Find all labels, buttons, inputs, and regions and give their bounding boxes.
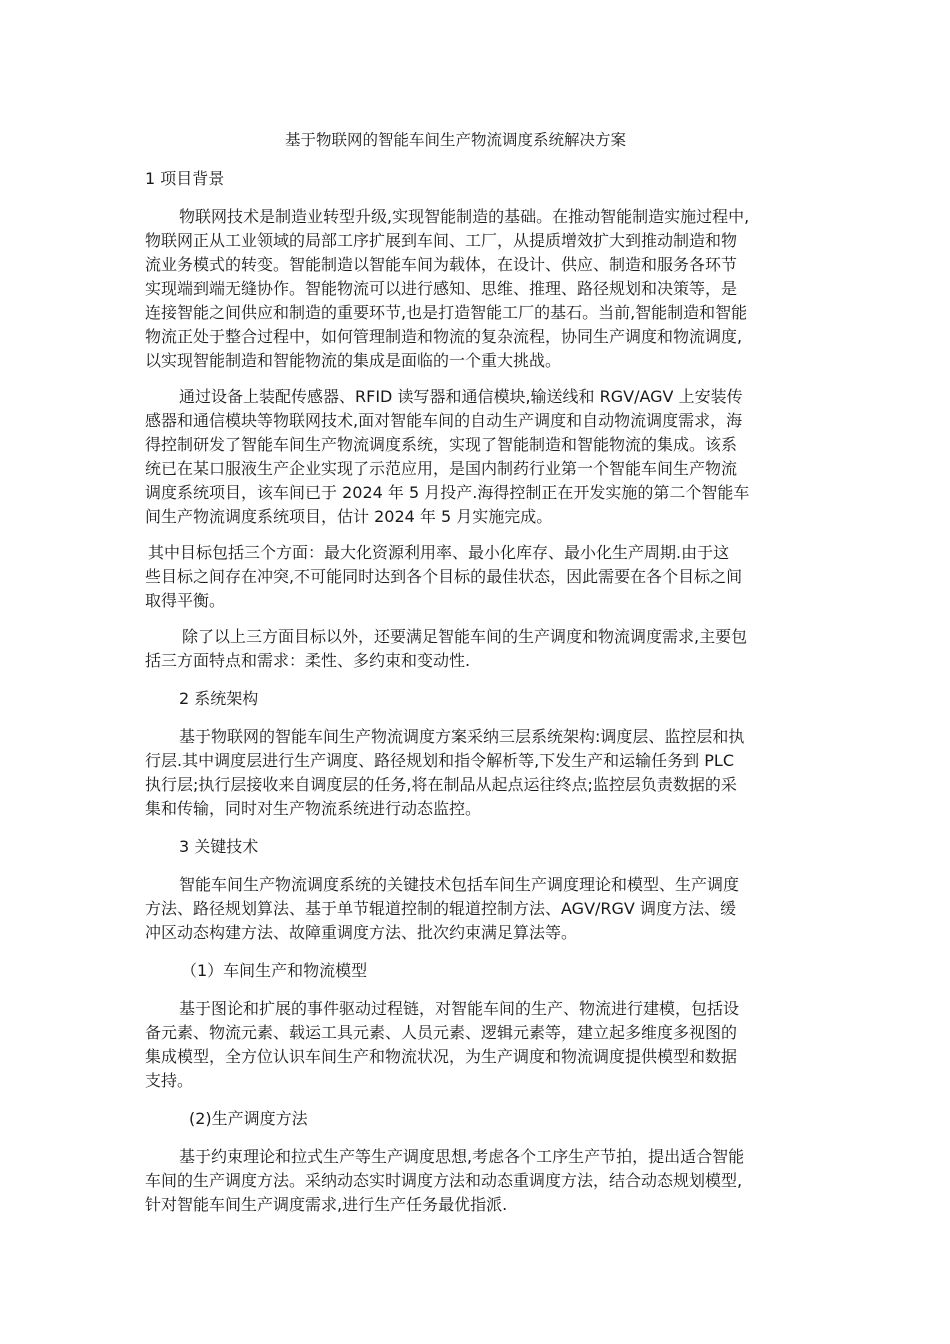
paragraph-line: 支持。 <box>145 1071 194 1090</box>
document-title: 基于物联网的智能车间生产物流调度系统解决方案 <box>285 131 627 149</box>
paragraph-line: 感器和通信模块等物联网技术,面对智能车间的自动生产调度和自动物流调度需求，海 <box>145 411 743 430</box>
subheading-scheduling: (2)生产调度方法 <box>189 1109 308 1128</box>
paragraph-line: 物联网技术是制造业转型升级,实现智能制造的基础。在推动智能制造实施过程中, <box>179 207 750 226</box>
paragraph-line: 间生产物流调度系统项目，估计 2024 年 5 月实施完成。 <box>145 507 553 526</box>
paragraph-line: 流业务模式的转变。智能制造以智能车间为载体，在设计、供应、制造和服务各环节 <box>145 255 738 274</box>
paragraph-line: 调度系统项目，该车间已于 2024 年 5 月投产.海得控制正在开发实施的第二个智能车 <box>145 483 750 502</box>
subheading-model: （1）车间生产和物流模型 <box>181 961 368 980</box>
paragraph-line: 除了以上三方面目标以外，还要满足智能车间的生产调度和物流调度需求,主要包 <box>182 627 748 646</box>
paragraph-line: 智能车间生产物流调度系统的关键技术包括车间生产调度理论和模型、生产调度 <box>179 875 740 894</box>
paragraph-line: 方法、路径规划算法、基于单节辊道控制的辊道控制方法、AGV/RGV 调度方法、缓 <box>145 899 736 918</box>
paragraph-line: 物联网正从工业领域的局部工序扩展到车间、工厂，从提质增效扩大到推动制造和物 <box>145 231 738 250</box>
paragraph-line: 行层.其中调度层进行生产调度、路径规划和指令解析等,下发生产和运输任务到 PLC <box>145 751 734 770</box>
paragraph-line: 统已在某口服液生产企业实现了示范应用，是国内制药行业第一个智能车间生产物流 <box>145 459 738 478</box>
paragraph-line: 以实现智能制造和智能物流的集成是面临的一个重大挑战。 <box>145 351 562 370</box>
paragraph-line: 物流正处于整合过程中，如何管理制造和物流的复杂流程，协同生产调度和物流调度, <box>145 327 743 346</box>
paragraph-line: 冲区动态构建方法、故障重调度方法、批次约束满足算法等。 <box>145 923 578 942</box>
paragraph-line: 其中目标包括三个方面：最大化资源利用率、最小化库存、最小化生产周期.由于这 <box>148 543 730 562</box>
paragraph-line: 连接智能之间供应和制造的重要环节,也是打造智能工厂的基石。当前,智能制造和智能 <box>145 303 748 322</box>
paragraph-line: 括三方面特点和需求：柔性、多约束和变动性. <box>145 651 471 670</box>
paragraph-line: 取得平衡。 <box>145 591 226 610</box>
paragraph-line: 集和传输，同时对生产物流系统进行动态监控。 <box>145 799 482 818</box>
section-heading-background: 1 项目背景 <box>145 169 225 188</box>
paragraph-line: 基于物联网的智能车间生产物流调度方案采纳三层系统架构:调度层、监控层和执 <box>179 727 745 746</box>
paragraph-line: 实现端到端无缝协作。智能物流可以进行感知、思维、推理、路径规划和决策等，是 <box>145 279 738 298</box>
paragraph-line: 车间的生产调度方法。采纳动态实时调度方法和动态重调度方法，结合动态规划模型, <box>145 1171 743 1190</box>
paragraph-line: 针对智能车间生产调度需求,进行生产任务最优指派. <box>145 1195 508 1214</box>
paragraph-line: 通过设备上装配传感器、RFID 读写器和通信模块,输送线和 RGV/AGV 上安装传 <box>179 387 743 406</box>
paragraph-line: 得控制研发了智能车间生产物流调度系统，实现了智能制造和智能物流的集成。该系 <box>145 435 738 454</box>
paragraph-line: 基于图论和扩展的事件驱动过程链，对智能车间的生产、物流进行建模，包括设 <box>179 999 740 1018</box>
paragraph-line: 基于约束理论和拉式生产等生产调度思想,考虑各个工序生产节拍，提出适合智能 <box>179 1147 745 1166</box>
section-heading-key-tech: 3 关键技术 <box>179 837 259 856</box>
paragraph-line: 些目标之间存在冲突,不可能同时达到各个目标的最佳状态，因此需要在各个目标之间 <box>145 567 743 586</box>
paragraph-line: 执行层;执行层接收来自调度层的任务,将在制品从起点运往终点;监控层负责数据的采 <box>145 775 737 794</box>
paragraph-line: 备元素、物流元素、载运工具元素、人员元素、逻辑元素等，建立起多维度多视图的 <box>145 1023 738 1042</box>
section-heading-architecture: 2 系统架构 <box>179 689 259 708</box>
paragraph-line: 集成模型，全方位认识车间生产和物流状况，为生产调度和物流调度提供模型和数据 <box>145 1047 738 1066</box>
